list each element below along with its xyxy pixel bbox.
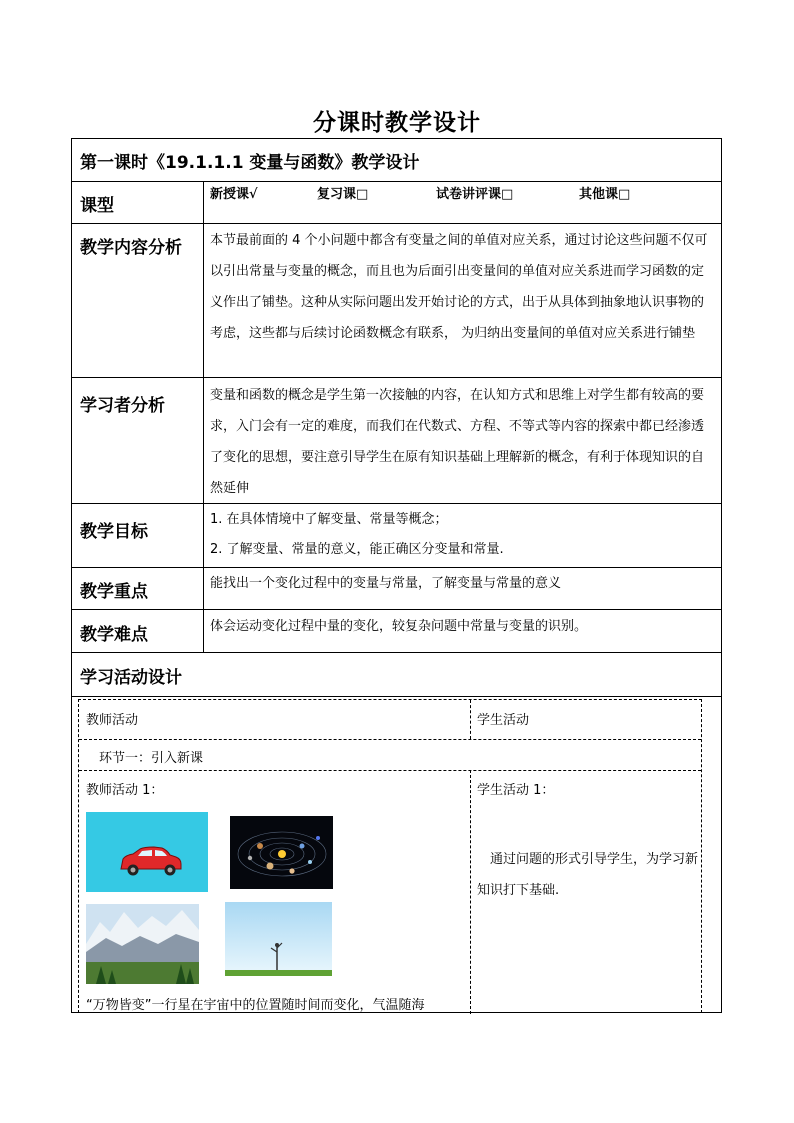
- student-activity-header: 学生活动: [477, 713, 530, 728]
- planets-icon: [230, 816, 333, 889]
- lesson-header: 第一课时《19.1.1.1 变量与函数》教学设计: [80, 153, 420, 173]
- seedling-image: [225, 902, 332, 976]
- learner-analysis-text: 变量和函数的概念是学生第一次接触的内容，在认知方式和思维上对学生都有较高的要求，入门会有一定的难度，而我们在代数式、方程、不等式等内容的探索中都已经渗透了变化的思想，要注意引导学生在原有知识基础上理解新的概念，有利于体现知识的自然延伸: [210, 388, 705, 496]
- car-icon: [86, 812, 208, 892]
- objectives-list: [210, 505, 715, 565]
- student-activity-text: 通过问题的形式引导学生，为学习新知识打下基础.: [477, 852, 699, 898]
- learner-analysis-label: 学习者分析: [80, 396, 165, 416]
- page-title: 分课时教学设计: [313, 110, 481, 136]
- activity-caption: “万物皆变”一行星在宇宙中的位置随时间而变化，气温随海: [86, 998, 425, 1013]
- teacher-activity-header: 教师活动: [86, 713, 139, 728]
- student-activity-1: 学生活动 1：: [477, 783, 555, 798]
- difficulties-label: 教学难点: [80, 625, 148, 645]
- activity-table: [78, 699, 702, 1013]
- content-analysis-text: 本节最前面的 4 个小问题中都含有变量之间的单值对应关系，通过讨论这些问题不仅可以引出常量与变量的概念，而且也为后面引出变量间的单值对应关系进而学习函数的定义作出了铺垫。这种从实际问题出发开始讨论的方式，出于从具体到抽象地认识事物的考虑，这些都与后续讨论函数概念有联系， 为归纳出变量间的单值对应关系进行铺垫: [210, 233, 708, 341]
- mountain-icon: [86, 904, 199, 984]
- activity-design-label: 学习活动设计: [80, 668, 182, 688]
- course-option-review: 复习课□: [317, 187, 369, 202]
- objectives-label: 教学目标: [80, 522, 148, 542]
- difficulties-text: 体会运动变化过程中量的变化，较复杂问题中常量与变量的识别。: [210, 619, 588, 634]
- stage-label: 环节一：引入新课: [99, 751, 204, 766]
- content-analysis-label: 教学内容分析: [80, 238, 182, 258]
- course-type-label: 课型: [80, 196, 114, 216]
- objective-item: 2. 了解变量、常量的意义，能正确区分变量和常量.: [210, 542, 504, 557]
- seedling-icon: [225, 902, 332, 976]
- solar-system-image: [230, 816, 333, 889]
- car-image: [86, 812, 208, 892]
- course-option-other: 其他课□: [579, 187, 631, 202]
- mountain-image: [86, 904, 199, 984]
- teacher-activity-1: 教师活动 1：: [86, 783, 164, 798]
- lesson-table: [71, 138, 722, 1013]
- objective-item: 1. 在具体情境中了解变量、常量等概念；: [210, 512, 448, 527]
- course-option-exam: 试卷讲评课□: [436, 187, 514, 202]
- course-option-new: 新授课√: [210, 187, 258, 202]
- key-points-label: 教学重点: [80, 582, 148, 602]
- key-points-text: 能找出一个变化过程中的变量与常量，了解变量与常量的意义: [210, 576, 562, 591]
